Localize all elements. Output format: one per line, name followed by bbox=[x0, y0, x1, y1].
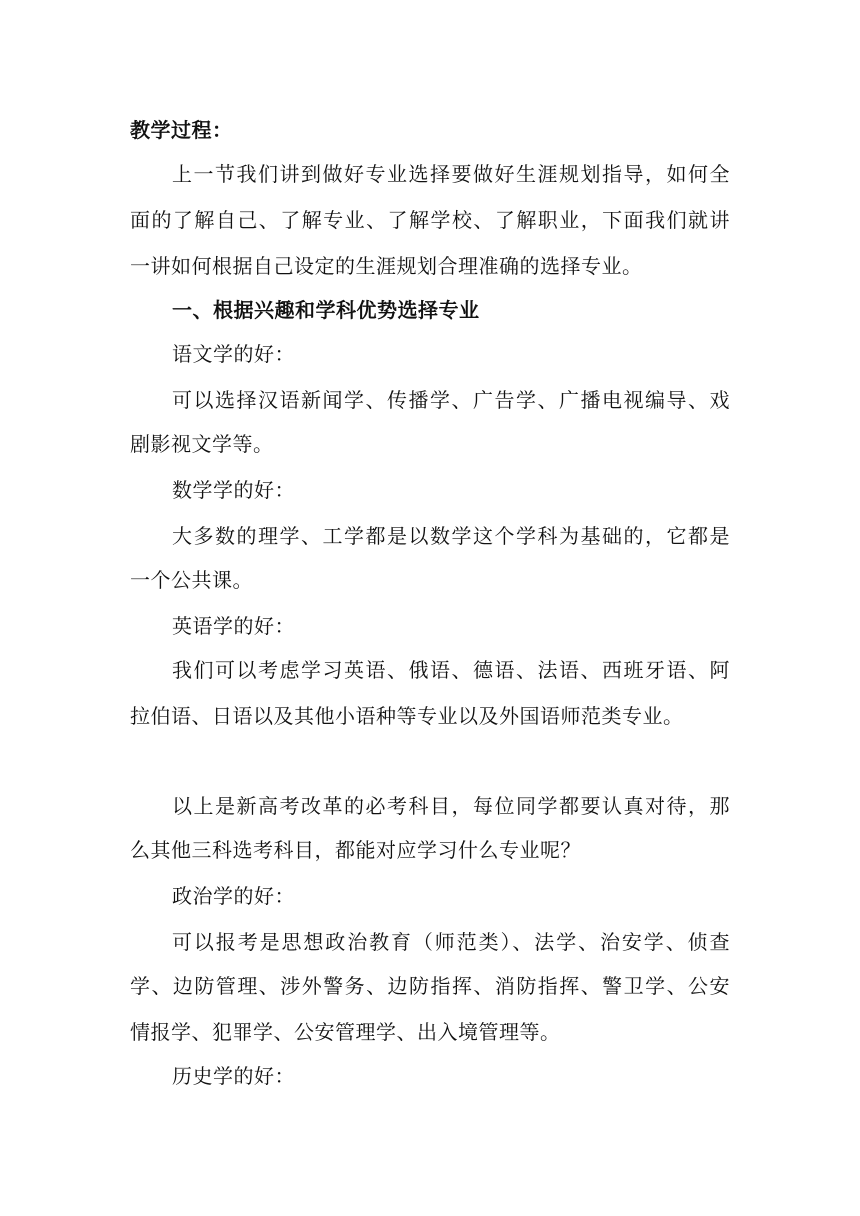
chinese-line-2: 剧影视文学等。 bbox=[130, 432, 274, 456]
transition-line-1: 以上是新高考改革的必考科目，每位同学都要认真对待，那 bbox=[172, 794, 730, 818]
english-label: 英语学的好： bbox=[172, 614, 295, 638]
politics-line-1: 可以报考是思想政治教育（师范类）、法学、治安学、侦查 bbox=[172, 930, 730, 954]
politics-label: 政治学的好： bbox=[172, 884, 295, 908]
intro-line-3: 一讲如何根据自己设定的生涯规划合理准确的选择专业。 bbox=[130, 254, 643, 278]
english-line-1: 我们可以考虑学习英语、俄语、德语、法语、西班牙语、阿 bbox=[172, 658, 730, 682]
math-line-2: 一个公共课。 bbox=[130, 568, 253, 592]
politics-line-2: 学、边防管理、涉外警务、边防指挥、消防指挥、警卫学、公安 bbox=[130, 974, 730, 998]
chinese-line-1: 可以选择汉语新闻学、传播学、广告学、广播电视编导、戏 bbox=[172, 388, 730, 412]
politics-line-3: 情报学、犯罪学、公安管理学、出入境管理等。 bbox=[130, 1020, 561, 1044]
intro-line-1: 上一节我们讲到做好专业选择要做好生涯规划指导，如何全 bbox=[172, 162, 730, 186]
intro-line-2: 面的了解自己、了解专业、了解学校、了解职业，下面我们就讲 bbox=[130, 208, 730, 232]
english-line-2: 拉伯语、日语以及其他小语种等专业以及外国语师范类专业。 bbox=[130, 704, 684, 728]
math-line-1: 大多数的理学、工学都是以数学这个学科为基础的，它都是 bbox=[172, 524, 730, 548]
transition-line-2: 么其他三科选考科目，都能对应学习什么专业呢？ bbox=[130, 838, 581, 862]
heading: 教学过程： bbox=[130, 118, 233, 142]
history-label: 历史学的好： bbox=[172, 1064, 295, 1088]
section-title: 一、根据兴趣和学科优势选择专业 bbox=[172, 298, 480, 322]
chinese-label: 语文学的好： bbox=[172, 342, 295, 366]
math-label: 数学学的好： bbox=[172, 478, 295, 502]
